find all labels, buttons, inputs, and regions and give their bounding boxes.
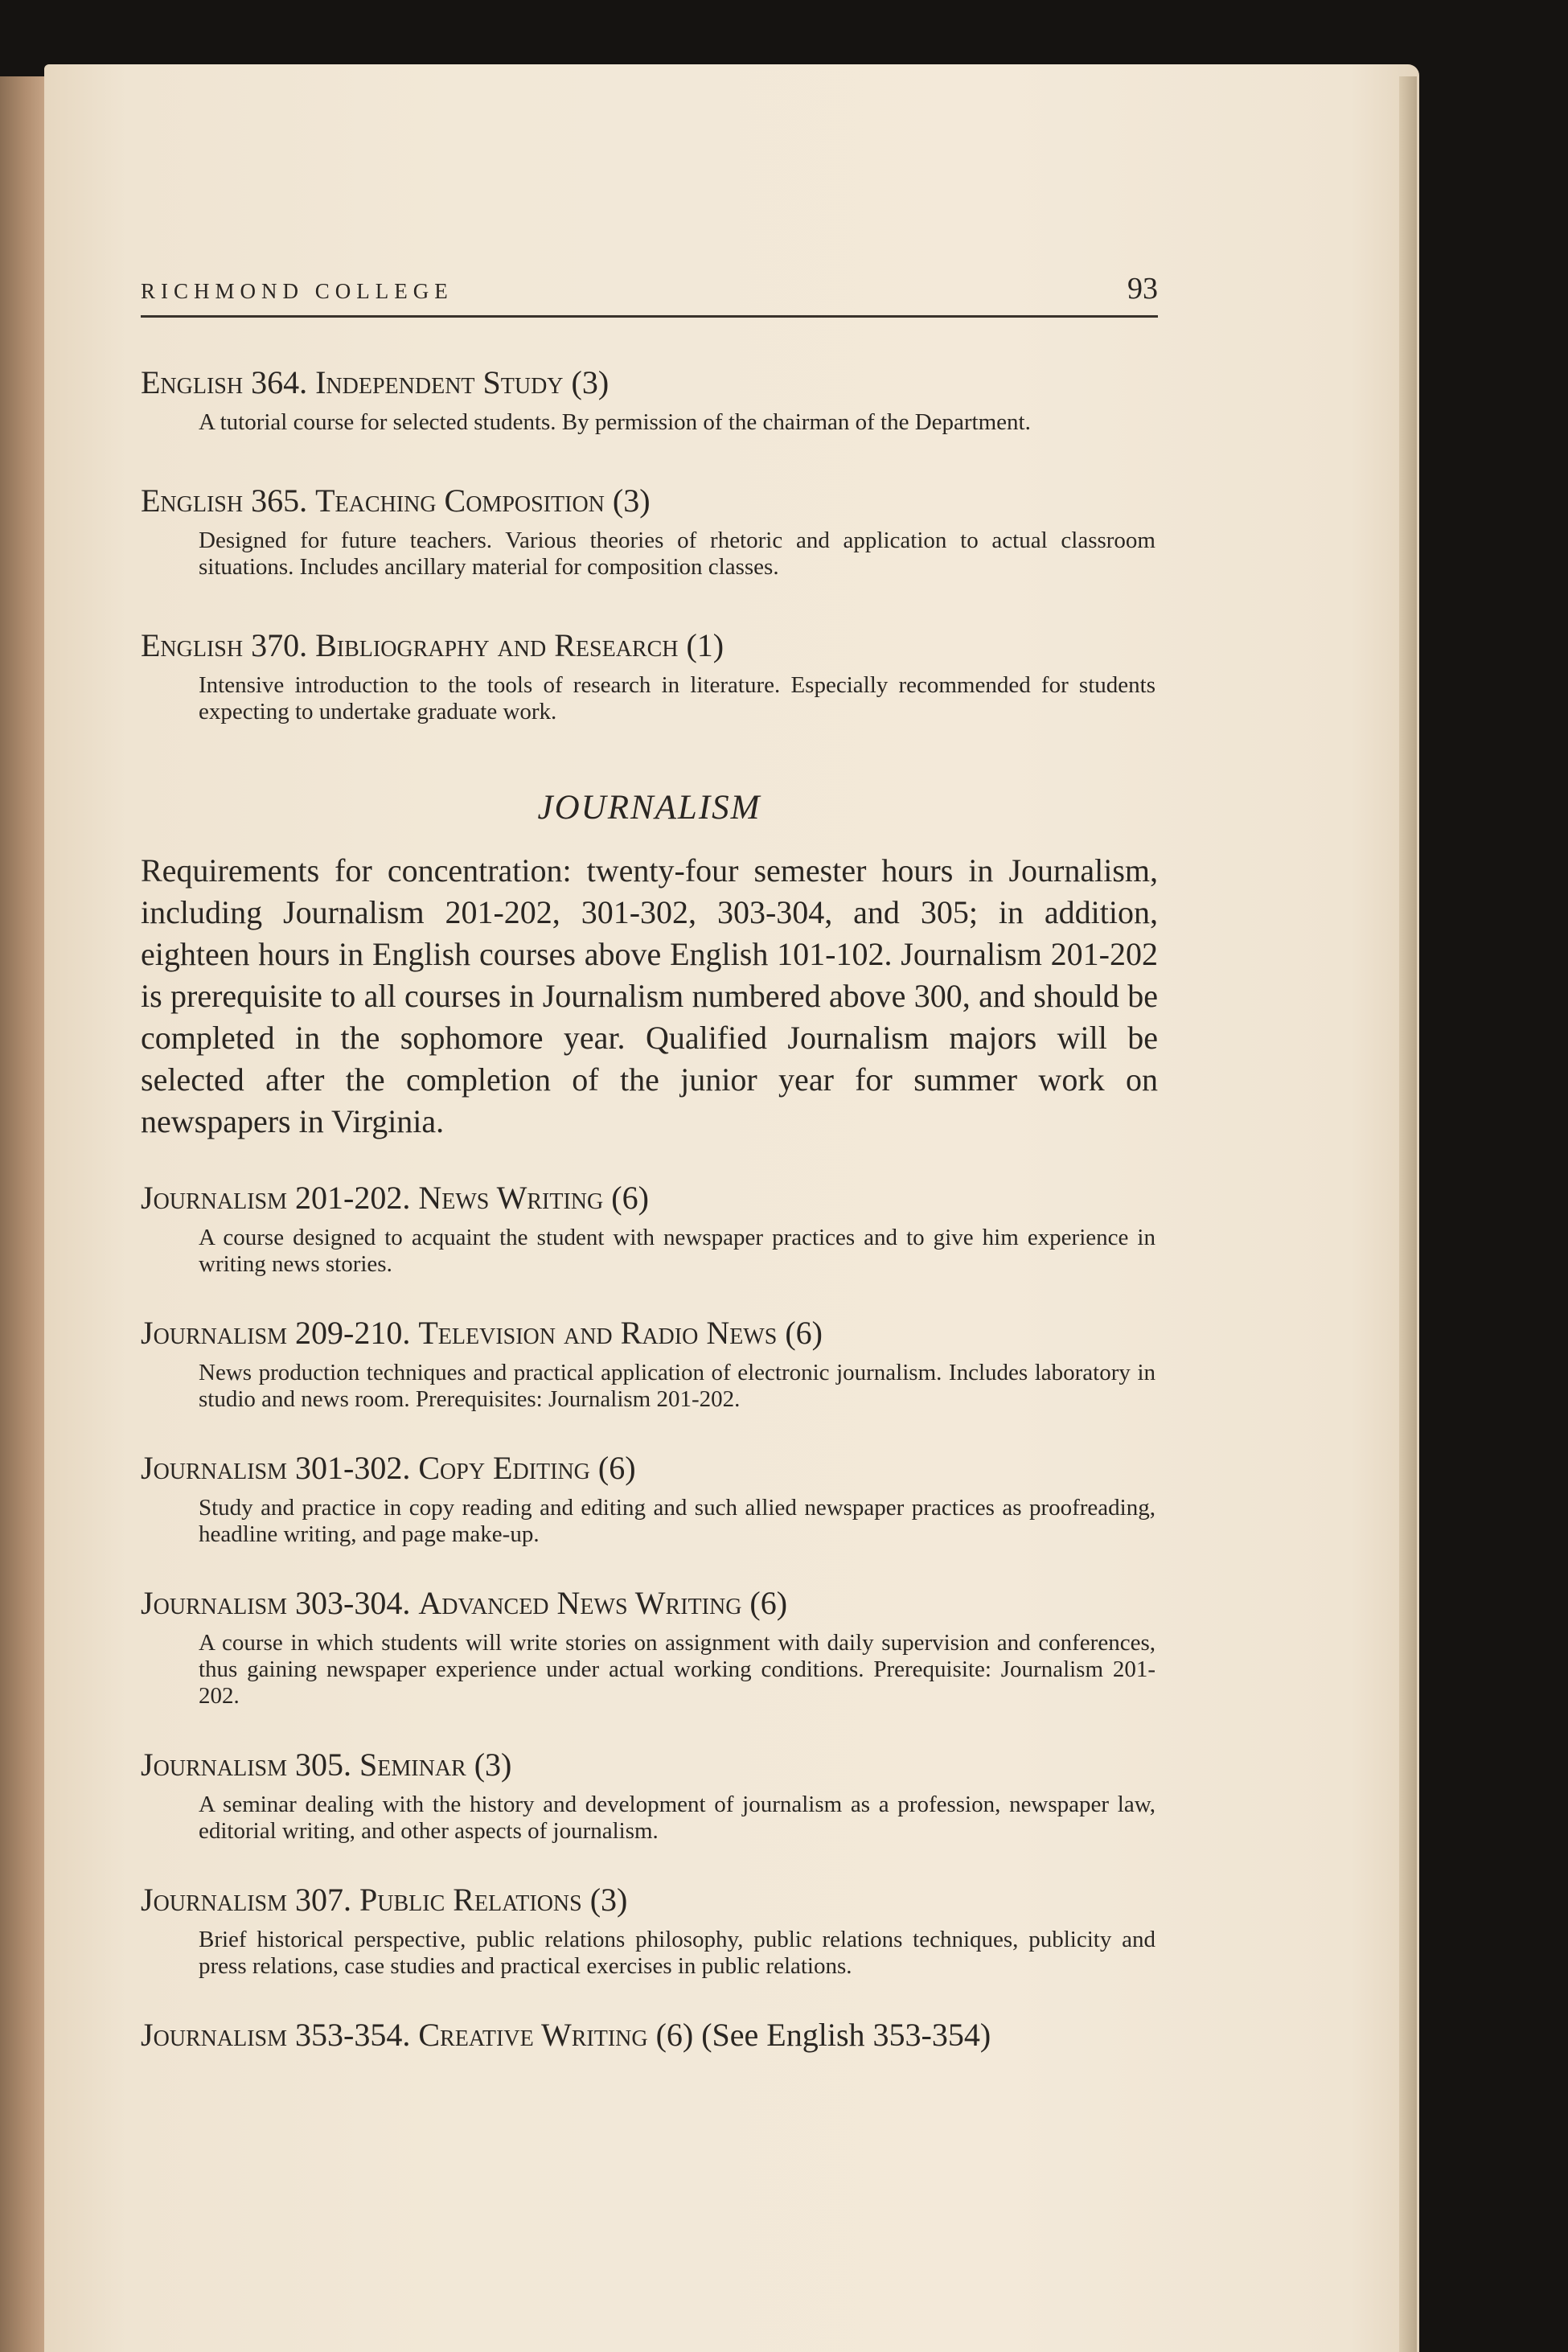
page-number: 93: [1127, 272, 1158, 306]
course-heading: [141, 626, 1158, 666]
course-credits: (3): [474, 1747, 512, 1783]
course-description: A course designed to acquaint the student with newspaper practices and to give him experience in writing news stories.: [199, 1225, 1155, 1277]
course-dept: Journalism: [141, 1180, 288, 1216]
course-credits: (3): [589, 1882, 628, 1918]
course-heading: [141, 1745, 1158, 1785]
course-dept: Journalism: [141, 1747, 288, 1783]
course-number: 305.: [295, 1747, 352, 1783]
course-title: Advanced News Writing: [418, 1585, 742, 1621]
course-dept: Journalism: [141, 1315, 288, 1351]
course-credits: (6): [785, 1315, 823, 1351]
course-note: (See English 353-354): [701, 2017, 991, 2053]
course-dept: Journalism: [141, 2017, 288, 2053]
running-head: RICHMOND COLLEGE: [141, 279, 454, 303]
course-number: 201-202.: [295, 1180, 411, 1216]
course-title: News Writing: [418, 1180, 604, 1216]
course-number: 353-354.: [295, 2017, 411, 2053]
course-heading: [141, 1880, 1158, 1920]
course-entry-journalism-307: [141, 1880, 1158, 1980]
course-dept: English: [141, 627, 244, 663]
page-edge: [1399, 76, 1417, 2352]
course-credits: (3): [612, 482, 651, 519]
course-heading: [141, 363, 1158, 403]
course-entry-english-370: [141, 626, 1158, 725]
course-credits: (6): [655, 2017, 694, 2053]
course-entry-journalism-353-354: [141, 2015, 1158, 2055]
course-title: Seminar: [359, 1747, 466, 1783]
course-description: A tutorial course for selected students. By permission of the chairman of the Department.: [199, 409, 1031, 435]
course-description: Brief historical perspective, public relations philosophy, public relations techniques, publicity and press relations, case studies and practical exercises in public relations.: [199, 1927, 1155, 1979]
course-heading: [141, 1448, 1158, 1488]
course-description: A course in which students will write stories on assignment with daily supervision and conferences, thus gaining newspaper experience under actual working conditions. Prerequisite: Journalism 201-202.: [199, 1630, 1155, 1709]
course-number: 303-304.: [295, 1585, 411, 1621]
course-heading: [141, 1583, 1158, 1623]
course-number: 370.: [251, 627, 308, 663]
course-title: Bibliography and Research: [315, 627, 679, 663]
course-entry-journalism-305: [141, 1745, 1158, 1845]
course-dept: Journalism: [141, 1585, 288, 1621]
page-header: [141, 273, 1158, 318]
course-heading: [141, 2015, 1158, 2055]
course-heading: [141, 1313, 1158, 1353]
course-entry-journalism-201-202: [141, 1178, 1158, 1278]
course-entry-journalism-301-302: [141, 1448, 1158, 1548]
course-heading: [141, 481, 1158, 521]
course-description: Study and practice in copy reading and editing and such allied newspaper practices as proofreading, headline writing, and page make-up.: [199, 1495, 1155, 1547]
course-entry-english-365: [141, 481, 1158, 581]
course-credits: (1): [686, 627, 724, 663]
course-title: Teaching Composition: [315, 482, 605, 519]
page-content: [141, 273, 1158, 2055]
section-title-journalism: JOURNALISM: [537, 789, 761, 827]
course-number: 364.: [251, 364, 308, 400]
course-entry-journalism-303-304: [141, 1583, 1158, 1710]
course-credits: (6): [611, 1180, 649, 1216]
course-entry-journalism-209-210: [141, 1313, 1158, 1413]
course-number: 365.: [251, 482, 308, 519]
course-description: News production techniques and practical application of electronic journalism. Includes laboratory in studio and news room. Prerequisites: Journalism 201-202.: [199, 1360, 1155, 1412]
course-number: 301-302.: [295, 1450, 411, 1486]
course-dept: English: [141, 364, 244, 400]
course-credits: (6): [749, 1585, 788, 1621]
course-credits: (3): [571, 364, 610, 400]
course-description: A seminar dealing with the history and development of journalism as a profession, newspaper law, editorial writing, and other aspects of journalism.: [199, 1792, 1155, 1844]
course-title: Independent Study: [315, 364, 564, 400]
course-entry-english-364: [141, 363, 1158, 436]
course-title: Copy Editing: [418, 1450, 590, 1486]
course-dept: Journalism: [141, 1450, 288, 1486]
course-title: Creative Writing: [418, 2017, 648, 2053]
course-title: Public Relations: [359, 1882, 582, 1918]
course-credits: (6): [597, 1450, 636, 1486]
course-title: Television and Radio News: [418, 1315, 778, 1351]
course-heading: [141, 1178, 1158, 1218]
course-description: Designed for future teachers. Various theories of rhetoric and application to actual classroom situations. Includes ancillary material for composition classes.: [199, 527, 1155, 580]
course-number: 209-210.: [295, 1315, 411, 1351]
course-dept: English: [141, 482, 244, 519]
course-dept: Journalism: [141, 1882, 288, 1918]
course-number: 307.: [295, 1882, 352, 1918]
course-description: Intensive introduction to the tools of research in literature. Especially recommended for students expecting to undertake graduate work.: [199, 672, 1155, 724]
section-intro: Requirements for concentration: twenty-four semester hours in Journalism, including Journalism 201-202, 301-302, 303-304, and 305; in addition, eighteen hours in English courses above English 101-102. Journalism 201-202 is prerequisite to all courses in Journalism numbered above 300, and should be completed in the sophomore year. Qualified Journalism majors will be selected after the completion of the junior year for summer work on newspapers in Virginia.: [141, 852, 1158, 1139]
